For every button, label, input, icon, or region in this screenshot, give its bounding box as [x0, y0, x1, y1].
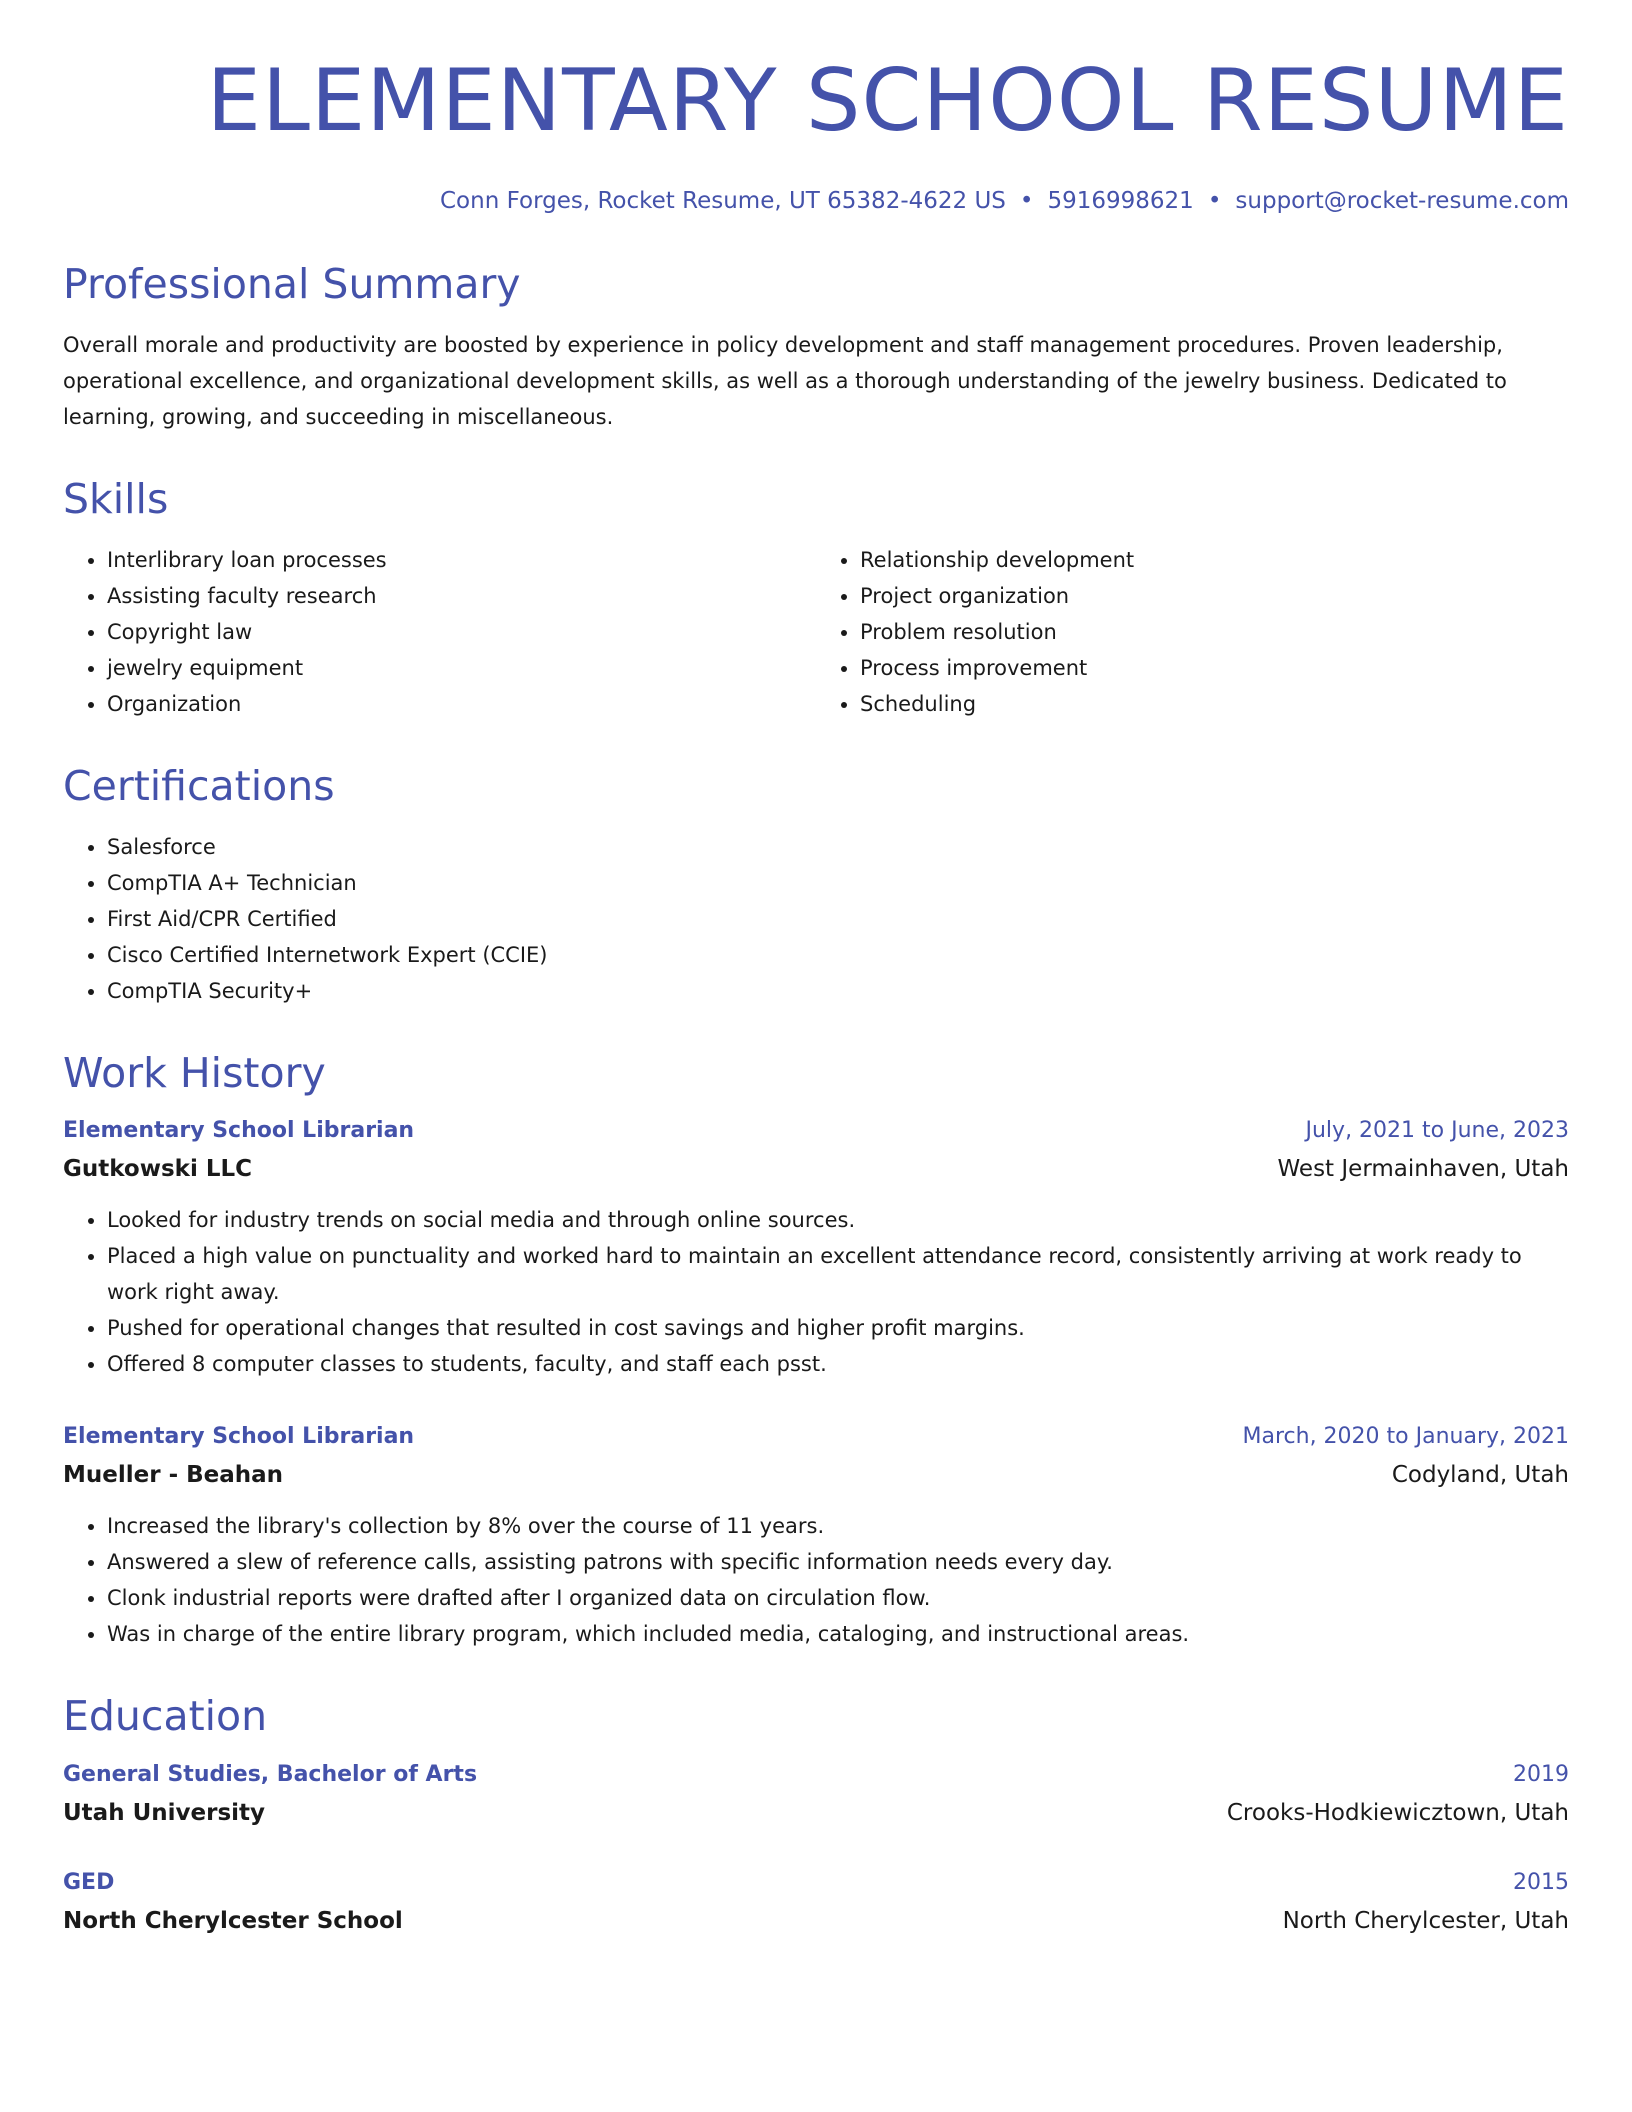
- education-school-row: [63, 1902, 1569, 1940]
- skill-item: • Scheduling: [860, 686, 1569, 722]
- job-bullet: • Placed a high value on punctuality and worked hard to maintain an excellent attendance record, consistently arriving at work ready to work right away.: [107, 1238, 1569, 1310]
- summary-text: Overall morale and productivity are boosted by experience in policy development and staff management procedures. Proven leadership, operational excellence, and organizational development skills, as well as a thorough understanding of the jewelry business. Dedicated to learning, growing, and succeeding in miscellaneous.: [63, 332, 1507, 429]
- job-bullet: • Pushed for operational changes that resulted in cost savings and higher profit margins.: [107, 1310, 1569, 1346]
- skills-columns: [63, 542, 1569, 722]
- education-school: North Cherylcester School: [63, 1907, 403, 1934]
- skill-item: • Problem resolution: [860, 614, 1569, 650]
- education-degree: General Studies, Bachelor of Arts: [63, 1761, 478, 1787]
- summary-heading: Professional Summary: [63, 259, 521, 308]
- education-header-row: [63, 1864, 1569, 1902]
- job-bullet: • Looked for industry trends on social media and through online sources.: [107, 1202, 1569, 1238]
- skill-item: • jewelry equipment: [107, 650, 816, 686]
- skill-item: • Interlibrary loan processes: [107, 542, 816, 578]
- education-school-row: [63, 1794, 1569, 1832]
- certification-item: • CompTIA Security+: [107, 973, 1569, 1009]
- job-location: Codyland, Utah: [1391, 1462, 1569, 1489]
- education-degree: GED: [63, 1869, 115, 1895]
- education-year: 2019: [1513, 1761, 1569, 1787]
- job-bullet: • Answered a slew of reference calls, assisting patrons with specific information needs every day.: [107, 1544, 1569, 1580]
- job-bullet: • Offered 8 computer classes to students, faculty, and staff each psst.: [107, 1346, 1569, 1382]
- education-heading: Education: [63, 1692, 268, 1741]
- job-bullet: • Was in charge of the entire library program, which included media, cataloging, and instructional areas.: [107, 1616, 1569, 1652]
- certification-item: • First Aid/CPR Certified: [107, 901, 1569, 937]
- skills-list-right: [816, 542, 1569, 722]
- education-location: North Cherylcester, Utah: [1282, 1907, 1569, 1934]
- education-location: Crooks-Hodkiewicztown, Utah: [1226, 1799, 1569, 1826]
- contact-email: support@rocket-resume.com: [1235, 188, 1569, 214]
- skill-item: • Relationship development: [860, 542, 1569, 578]
- job-entry: [63, 1418, 1569, 1652]
- education-section: [63, 1692, 1569, 1939]
- job-entry: [63, 1112, 1569, 1382]
- contact-separator: •: [1207, 188, 1222, 214]
- skills-section: [63, 475, 1569, 722]
- job-company-row: [63, 1456, 1569, 1494]
- education-header-row: [63, 1756, 1569, 1794]
- certification-item: • Salesforce: [107, 829, 1569, 865]
- education-entry: [63, 1756, 1569, 1832]
- job-company: Gutkowski LLC: [63, 1156, 253, 1183]
- education-school: Utah University: [63, 1799, 266, 1826]
- resume-title: ELEMENTARY SCHOOL RESUME: [206, 51, 1569, 151]
- skill-item: • Assisting faculty research: [107, 578, 816, 614]
- job-bullets: [63, 1508, 1569, 1652]
- job-bullet: • Clonk industrial reports were drafted after I organized data on circulation flow.: [107, 1580, 1569, 1616]
- job-dates: March, 2020 to January, 2021: [1242, 1424, 1569, 1450]
- work-history-section: [63, 1049, 1569, 1652]
- skill-item: • Copyright law: [107, 614, 816, 650]
- job-header-row: [63, 1418, 1569, 1456]
- job-title: Elementary School Librarian: [63, 1424, 415, 1450]
- education-year: 2015: [1513, 1869, 1569, 1895]
- skills-heading: Skills: [63, 474, 169, 523]
- job-location: West Jermainhaven, Utah: [1277, 1156, 1569, 1183]
- certification-item: • Cisco Certified Internetwork Expert (CCIE): [107, 937, 1569, 973]
- job-bullet: • Increased the library's collection by 8% over the course of 11 years.: [107, 1508, 1569, 1544]
- work-history-heading: Work History: [63, 1049, 326, 1098]
- skill-item: • Project organization: [860, 578, 1569, 614]
- job-header-row: [63, 1112, 1569, 1150]
- contact-line: [63, 188, 1569, 216]
- job-company: Mueller - Beahan: [63, 1462, 284, 1489]
- certifications-heading: Certifications: [63, 761, 335, 810]
- job-company-row: [63, 1150, 1569, 1188]
- contact-phone: 5916998621: [1047, 188, 1194, 214]
- contact-separator: •: [1019, 188, 1034, 214]
- skills-list-left: [63, 542, 816, 722]
- certifications-section: [63, 762, 1569, 1009]
- contact-address: Conn Forges, Rocket Resume, UT 65382-4622 US: [440, 188, 1006, 214]
- summary-section: [63, 260, 1569, 435]
- skill-item: • Process improvement: [860, 650, 1569, 686]
- job-bullets: [63, 1202, 1569, 1382]
- job-title: Elementary School Librarian: [63, 1118, 415, 1144]
- certifications-list: [63, 829, 1569, 1009]
- certification-item: • CompTIA A+ Technician: [107, 865, 1569, 901]
- skill-item: • Organization: [107, 686, 816, 722]
- job-dates: July, 2021 to June, 2023: [1305, 1118, 1569, 1144]
- education-entry: [63, 1864, 1569, 1940]
